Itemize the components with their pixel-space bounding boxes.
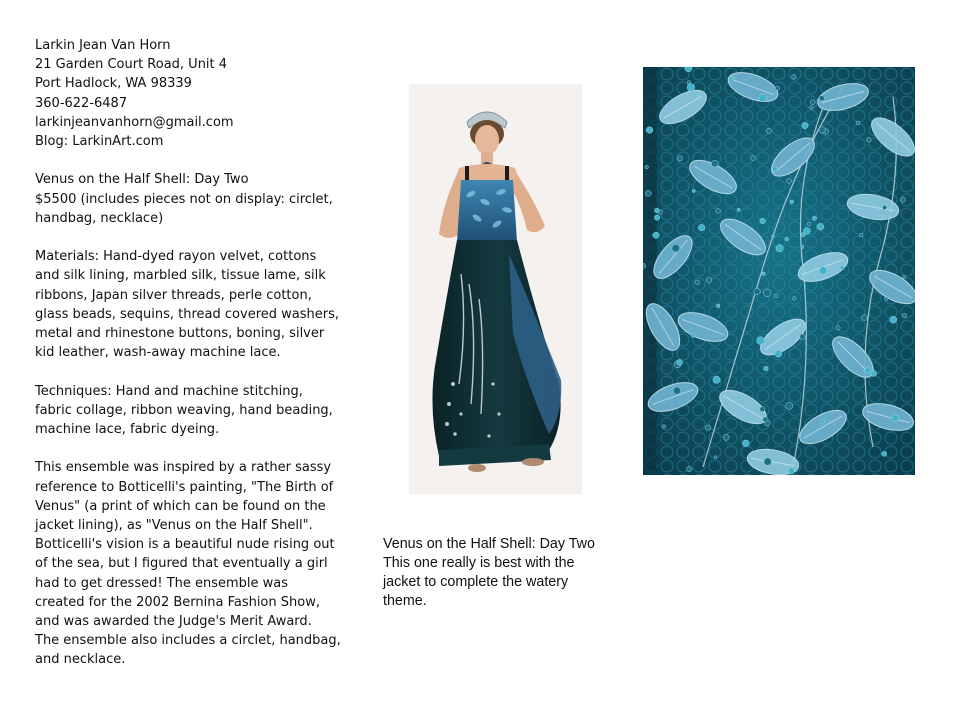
caption-line-1: Venus on the Half Shell: Day Two [383,536,595,552]
description-line: jacket lining), as "Venus on the Half Shell". [35,518,313,534]
bodice-detail-photo [643,67,915,475]
piece-block [35,170,347,228]
caption-line-4: theme. [383,593,427,609]
caption-line-3: jacket to complete the watery [383,574,569,590]
description-line: This ensemble was inspired by a rather sassy [35,460,332,476]
price-line-1: $5500 (includes pieces not on display: circlet, [35,191,333,207]
artwork-info [35,36,347,689]
description-line: of the sea, but I figured that eventually a girl [35,556,328,572]
caption-line-2: This one really is best with the [383,555,575,571]
address-line-1: 21 Garden Court Road, Unit 4 [35,57,228,73]
ensemble-photo [409,84,582,494]
description-line: reference to Botticelli's painting, "The Birth of [35,479,334,495]
description-line: Venus" (a print of which can be found on the [35,498,326,514]
description-line: and was awarded the Judge's Merit Award. [35,614,312,630]
description-line: had to get dressed! The ensemble was [35,575,289,591]
materials-paragraph [35,247,347,362]
techniques-line: fabric collage, ribbon weaving, hand beading, [35,402,333,418]
description-paragraph [35,458,347,669]
materials-line: Materials: Hand-dyed rayon velvet, cottons [35,249,317,265]
blog-link: Blog: LarkinArt.com [35,134,164,150]
description-line: The ensemble also includes a circlet, handbag, [35,633,341,649]
techniques-line: machine lace, fabric dyeing. [35,422,220,438]
piece-title: Venus on the Half Shell: Day Two [35,172,249,188]
description-line: and necklace. [35,652,126,668]
materials-line: glass beads, sequins, thread covered washers, [35,306,340,322]
email-address: larkinjeanvanhorn@gmail.com [35,114,234,130]
photo-caption [383,535,645,611]
techniques-line: Techniques: Hand and machine stitching, [35,383,303,399]
materials-line: kid leather, wash-away machine lace. [35,345,281,361]
materials-line: ribbons, Japan silver threads, perle cotton, [35,287,312,303]
phone-number: 360-622-6487 [35,95,128,111]
address-line-2: Port Hadlock, WA 98339 [35,76,192,92]
leaf-detail-image [643,67,915,475]
price-line-2: handbag, necklace) [35,210,164,226]
materials-line: metal and rhinestone buttons, boning, silver [35,326,325,342]
description-line: Botticelli's vision is a beautiful nude rising out [35,537,335,553]
description-line: created for the 2002 Bernina Fashion Show, [35,594,320,610]
techniques-paragraph [35,382,347,440]
materials-line: and silk lining, marbled silk, tissue lame, silk [35,268,326,284]
model-figure [409,84,582,494]
artist-name: Larkin Jean Van Horn [35,38,171,53]
contact-block [35,36,347,151]
